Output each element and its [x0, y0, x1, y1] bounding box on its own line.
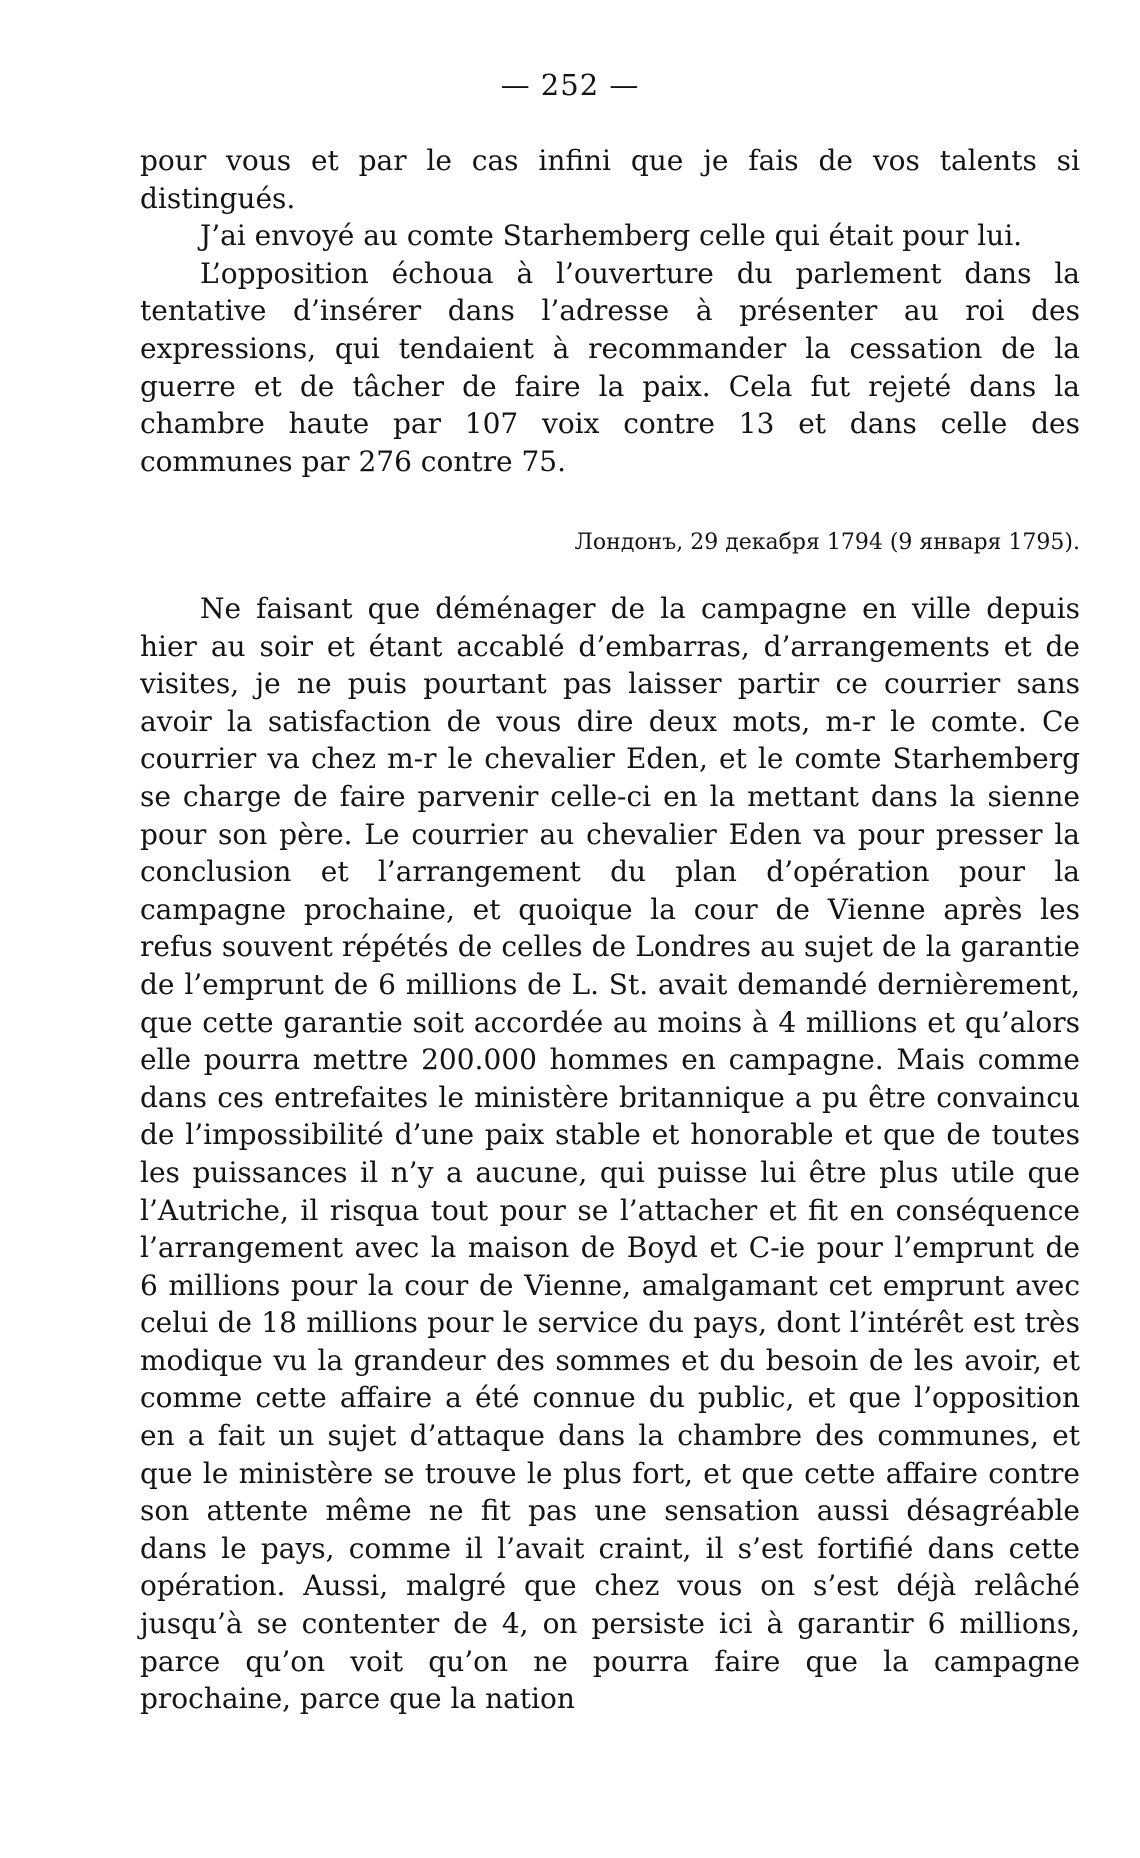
paragraph: J’ai envoyé au comte Starhemberg celle qui était pour lui.: [200, 219, 1023, 253]
paragraph: L’opposition échoua à l’ouverture du parlement dans la tentative d’insérer dans l’adresse à présenter au roi des expressions, qui tendaient à recommander la cessation de la guerre et de tâcher de faire la paix. Cela fut rejeté dans la chambre haute par 107 voix contre 13 et dans celle des communes par 276 contre 75.: [140, 256, 1080, 478]
letter-body: [140, 590, 1080, 1718]
letter-dateline: Лондонъ, 29 декабря 1794 (9 января 1795).: [574, 530, 1080, 555]
letter-continuation: [140, 142, 1080, 480]
paragraph: Ne faisant que déménager de la campagne en ville depuis hier au soir et étant accablé d’embarras, d’arrangements et de visites, je ne puis pourtant pas laisser partir ce courrier sans avoir la satisfaction de vous dire deux mots, m-r le comte. Ce courrier va chez m-r le chevalier Eden, et le comte Starhemberg se charge de faire parvenir celle-ci en la mettant dans la sienne pour son père. Le courrier au chevalier Eden va pour presser la conclusion et l’arrangement du plan d’opération pour la campagne prochaine, et quoique la cour de Vienne après les refus souvent répétés de celles de Londres au sujet de la garantie de l’emprunt de 6 millions de L. St. avait demandé dernièrement, que cette garantie soit accordée au moins à 4 millions et qu’alors elle pourra mettre 200.000 hommes en campagne. Mais comme dans ces entrefaites le ministère britannique a pu être convaincu de l’impossibilité d’une paix stable et honorable et que de toutes les puissances il n’y a aucune, qui puisse lui être plus utile que l’Autriche, il risqua tout pour se l’attacher et fit en conséquence l’arrangement avec la maison de Boyd et C-ie pour l’emprunt de 6 millions pour la cour de Vienne, amalgamant cet emprunt avec celui de 18 millions pour le service du pays, dont l’intérêt est très modique vu la grandeur des sommes et du besoin de les avoir, et comme cette affaire a été connue du public, et que l’opposition en a fait un sujet d’attaque dans la chambre des communes, et que le ministère se trouve le plus fort, et que cette affaire contre son attente même ne fit pas une sensation aussi désagréable dans le pays, comme il l’avait craint, il s’est fortifié dans cette opération. Aussi, malgré que chez vous on s’est déjà relâché jusqu’à se contenter de 4, on persiste ici à garantir 6 millions, parce qu’on voit qu’on ne pourra faire que la campagne prochaine, parce que la nation: [140, 592, 1080, 1716]
page-number: — 252 —: [500, 68, 640, 102]
paragraph: pour vous et par le cas infini que je fais de vos talents si distingués.: [140, 144, 1080, 215]
